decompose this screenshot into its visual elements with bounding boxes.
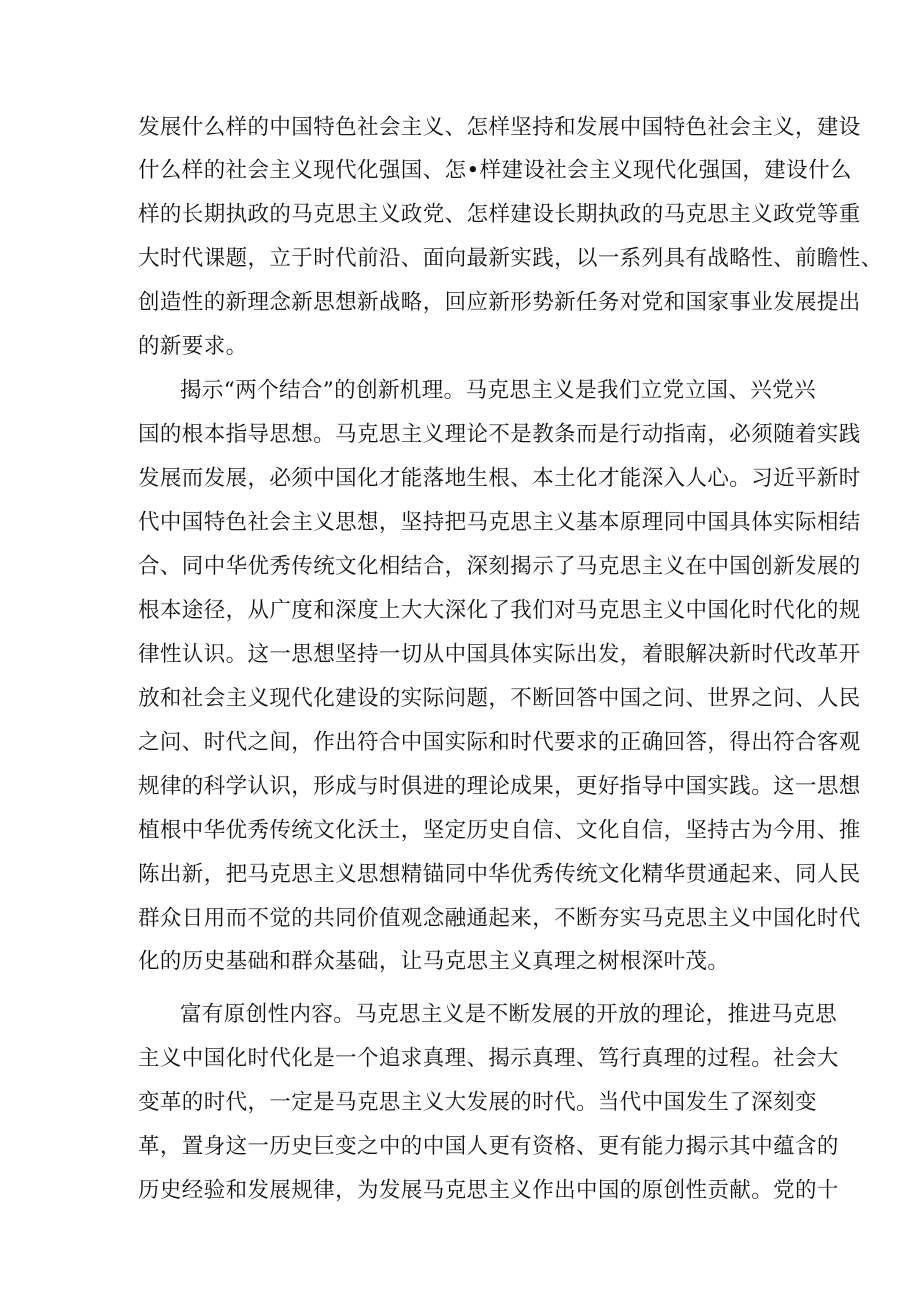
text-line: 革，置身这一历史巨变之中的中国人更有资格、更有能力揭示其中蕴含的 [138, 1134, 839, 1159]
text-line: 规律的科学认识，形成与时俱进的理论成果，更好指导中国实践。这一思想 [138, 774, 861, 799]
text-line: 历史经验和发展规律，为发展马克思主义作出中国的原创性贡献。党的十 [138, 1178, 839, 1203]
text-line: 化的历史基础和群众基础，让马克思主义真理之树根深叶茂。 [138, 949, 730, 974]
text-line: 植根中华优秀传统文化沃土，坚定历史自信、文化自信，坚持古为今用、推 [138, 818, 861, 843]
text-line: 群众日用而不觉的共同价值观念融通起来，不断夯实马克思主义中国化时代 [138, 906, 861, 931]
text-line: 国的根本指导思想。马克思主义理论不是教条而是行动指南，必须随着实践 [138, 422, 861, 447]
text-line: 主义中国化时代化是一个追求真理、揭示真理、笃行真理的过程。社会大 [138, 1046, 839, 1071]
text-line: 放和社会主义现代化建设的实际问题，不断回答中国之问、世界之问、人民 [138, 686, 861, 711]
text-line: 什么样的社会主义现代化强国、怎•样建设社会主义现代化强国，建设什么 [138, 158, 852, 183]
text-line: 创造性的新理念新思想新战略，回应新形势新任务对党和国家事业发展提出 [138, 290, 861, 315]
text-line: 变革的时代，一定是马克思主义大发展的时代。当代中国发生了深刻变 [138, 1090, 817, 1115]
text-line: 根本途径，从广度和深度上大大深化了我们对马克思主义中国化时代化的规 [138, 598, 861, 623]
text-line: 大时代课题，立于时代前沿、面向最新实践，以一系列具有战略性、前瞻性、 [138, 246, 883, 271]
text-line: 代中国特色社会主义思想，坚持把马克思主义基本原理同中国具体实际相结 [138, 510, 861, 535]
text-line: 发展什么样的中国特色社会主义、怎样坚持和发展中国特色社会主义，建设 [138, 115, 861, 140]
paragraph-heading-line: 富有原创性内容。马克思主义是不断发展的开放的理论，推进马克思 [180, 1002, 838, 1027]
text-line: 律性认识。这一思想坚持一切从中国具体实际出发，着眼解决新时代改革开 [138, 642, 861, 667]
text-line: 之问、时代之间，作出符合中国实际和时代要求的正确回答，得出符合客观 [138, 730, 861, 755]
text-line: 发展而发展，必须中国化才能落地生根、本土化才能深入人心。习近平新时 [138, 466, 861, 491]
text-line: 的新要求。 [138, 334, 248, 359]
text-line: 样的长期执政的马克思主义政党、怎样建设长期执政的马克思主义政党等重 [138, 202, 861, 227]
paragraph-heading-line: 揭示“两个结合”的创新机理。马克思主义是我们立党立国、兴党兴 [180, 378, 816, 403]
text-line: 合、同中华优秀传统文化相结合，深刻揭示了马克思主义在中国创新发展的 [138, 554, 861, 579]
text-line: 陈出新，把马克思主义思想精锚同中华优秀传统文化精华贯通起来、同人民 [138, 862, 861, 887]
